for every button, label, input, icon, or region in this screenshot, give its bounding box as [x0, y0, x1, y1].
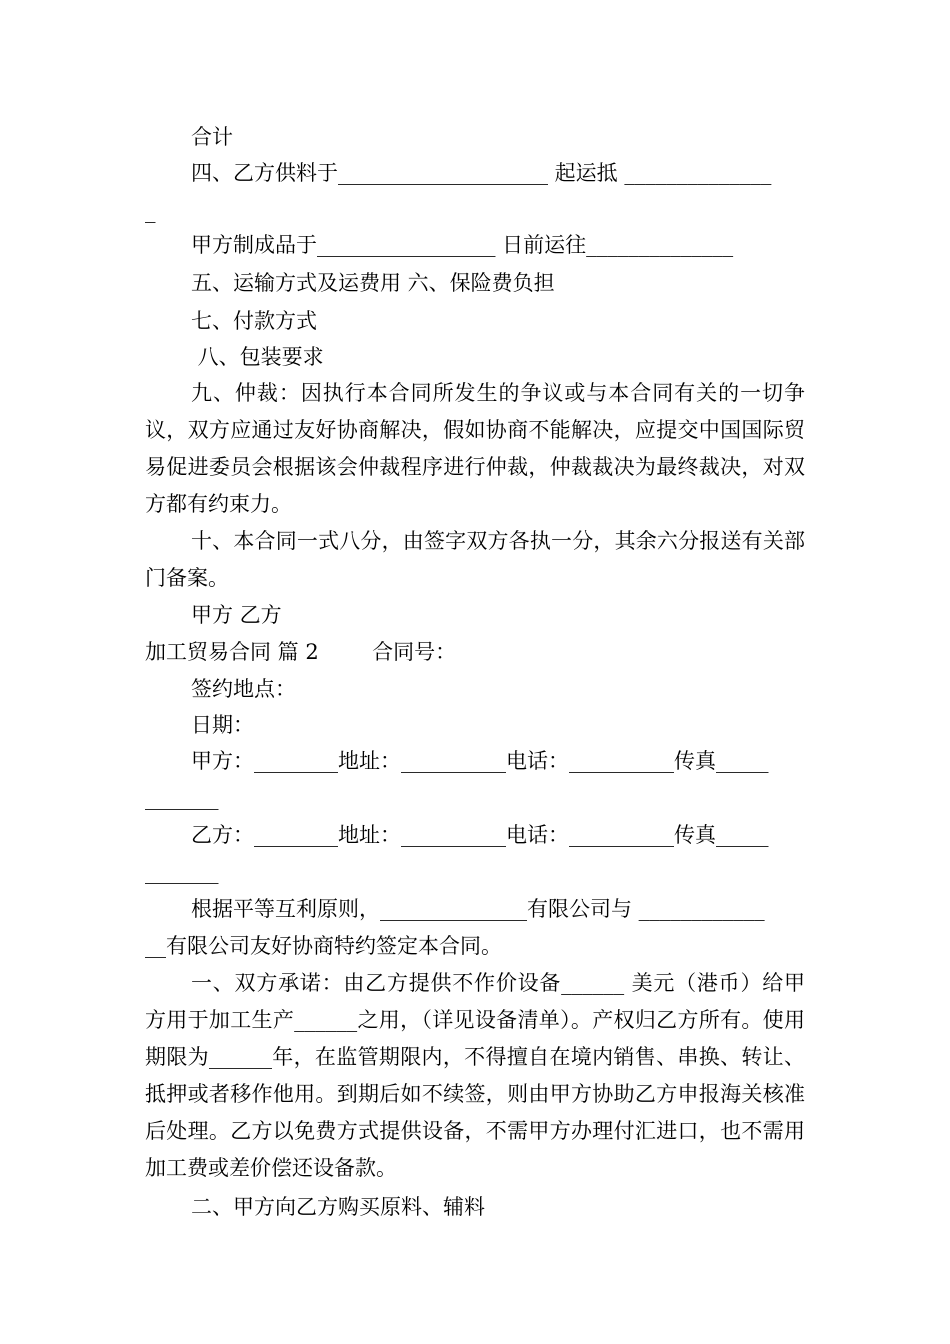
clause-9-paragraph: 九、仲裁：因执行本合同所发生的争议或与本合同有关的一切争议，双方应通过友好协商解决，假如协商不能解决，应提交中国国际贸易促进委员会根据该会仲裁程序进行仲裁，仲裁裁决为最终裁决，对双方都有约束力。 — [145, 381, 805, 516]
party-b-continuation: _______ — [145, 860, 219, 884]
clause-4-line: 四、乙方供料于____________________ 起运抵 ______________ — [191, 161, 772, 185]
total-label: 合计 — [191, 125, 233, 149]
basis-line: 根据平等互利原则，______________有限公司与 ____________ — [191, 897, 765, 921]
clause-1-paragraph: 一、双方承诺：由乙方提供不作价设备______ 美元（港币）给甲方用于加工生产______之用，（详见设备清单）。产权归乙方所有。使用期限为______年，在监管期限内，不得擅自在境内销售、串换、转让、抵押或者移作他用。到期后如不续签，则由甲方协助乙方申报海关核准后处理。乙方以免费方式提供设备，不需甲方办理付汇进口，也不需用加工费或差价偿还设备款。 — [145, 971, 805, 1180]
party-b-line: 乙方：________地址：__________电话：__________传真_____ — [191, 823, 769, 847]
signing-place: 签约地点： — [191, 677, 296, 701]
clause-8-heading: 八、包装要求 — [191, 345, 324, 369]
section-2-title: 加工贸易合同 篇 2 合同号： — [145, 640, 457, 664]
basis-continuation: __有限公司友好协商特约签定本合同。 — [145, 934, 502, 958]
clause-7-heading: 七、付款方式 — [191, 309, 317, 333]
date-line: 日期： — [191, 713, 254, 737]
clause-2-heading: 二、甲方向乙方购买原料、辅料 — [191, 1195, 485, 1219]
party-a-continuation: _______ — [145, 786, 219, 810]
clause-4-product-line: 甲方制成品于_________________ 日前运往______________ — [191, 233, 734, 257]
clause-10-paragraph: 十、本合同一式八分，由签字双方各执一分，其余六分报送有关部门备案。 — [145, 529, 805, 590]
clause-4-continuation: _ — [145, 199, 156, 223]
party-a-line: 甲方：________地址：__________电话：__________传真_____ — [191, 749, 769, 773]
clause-5-6-heading: 五、运输方式及运费用 六、保险费负担 — [191, 271, 555, 295]
parties-line: 甲方 乙方 — [191, 603, 282, 627]
